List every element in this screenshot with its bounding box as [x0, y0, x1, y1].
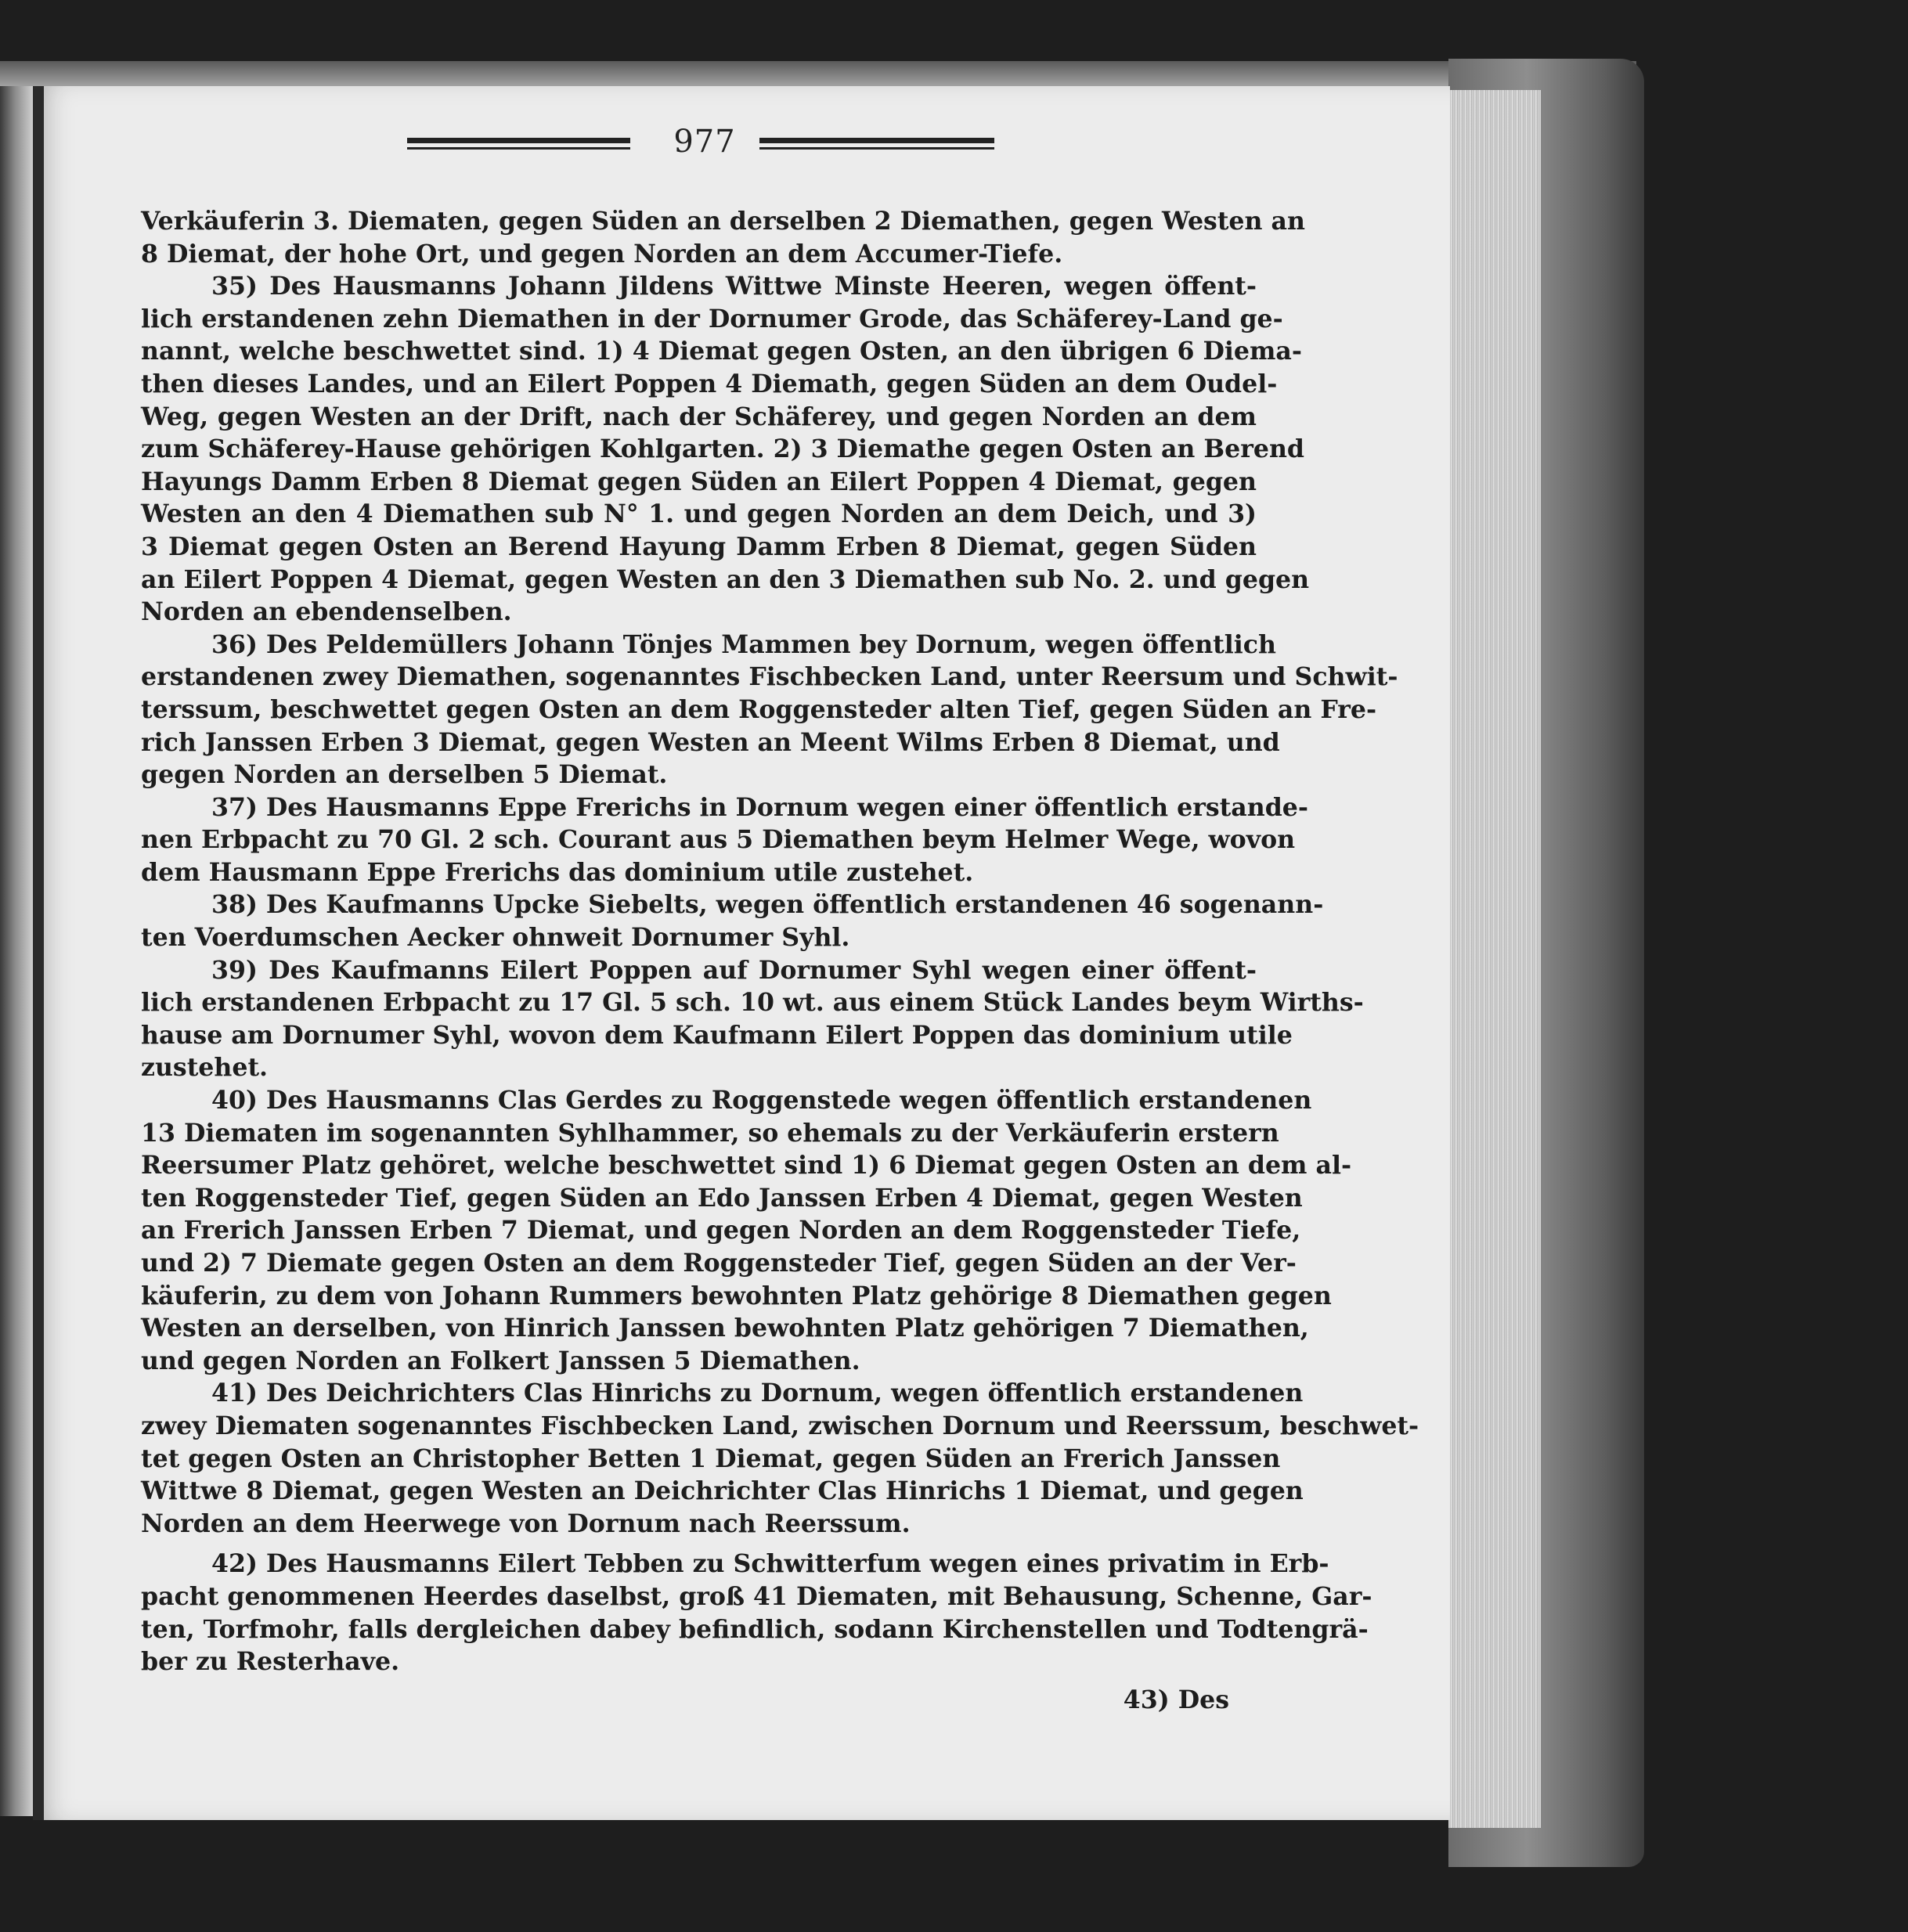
text-line: an Eilert Poppen 4 Diemat, gegen Westen an den 3 Diemathen sub No. 2. und gegen	[141, 564, 1310, 594]
text-line: 35) Des Hausmanns Johann Jildens Wittwe Minste Heeren, wegen öffent-	[211, 272, 1257, 301]
text-line: hause am Dornumer Syhl, wovon dem Kaufmann Eilert Poppen das dominium utile	[141, 1020, 1293, 1050]
text-line: 41) Des Deichrichters Clas Hinrichs zu Dornum, wegen öffentlich erstandenen	[211, 1379, 1304, 1408]
text-line: lich erstandenen zehn Diemathen in der Dornumer Grode, das Schäferey-Land ge-	[141, 304, 1283, 333]
text-line: und gegen Norden an Folkert Janssen 5 Diemathen.	[141, 1346, 860, 1375]
page-header	[407, 124, 1002, 171]
text-line: 39) Des Kaufmanns Eilert Poppen auf Dornumer Syhl wegen einer öffent-	[211, 955, 1257, 985]
text-line: zum Schäferey-Hause gehörigen Kohlgarten. 2) 3 Diemathe gegen Osten an Berend	[141, 434, 1305, 464]
text-line: Norden an dem Heerwege von Dornum nach Reerssum.	[141, 1508, 911, 1538]
text-line: nen Erbpacht zu 70 Gl. 2 sch. Courant aus 5 Diemathen beym Helmer Wege, wovon	[141, 825, 1296, 855]
text-line: Westen an den 4 Diemathen sub N° 1. und gegen Norden an dem Deich, und 3)	[141, 499, 1257, 529]
text-line: 36) Des Peldemüllers Johann Tönjes Mammen bey Dornum, wegen öffentlich	[211, 629, 1276, 659]
text-line: 3 Diemat gegen Osten an Berend Hayung Damm Erben 8 Diemat, gegen Süden	[141, 532, 1257, 561]
text-line: zwey Diematen sogenanntes Fischbecken Land, zwischen Dornum und Reerssum, beschwet-	[141, 1411, 1419, 1440]
text-line: Hayungs Damm Erben 8 Diemat gegen Süden an Eilert Poppen 4 Diemat, gegen	[141, 467, 1257, 496]
page-block-edges	[1448, 90, 1541, 1828]
text-line: lich erstandenen Erbpacht zu 17 Gl. 5 sch. 10 wt. aus einem Stück Landes beym Wirths-	[141, 988, 1364, 1018]
text-line: Verkäuferin 3. Diematen, gegen Süden an derselben 2 Diemathen, gegen Westen an	[141, 207, 1305, 236]
text-line: Westen an derselben, von Hinrich Janssen bewohnten Platz gehörigen 7 Diemathen,	[141, 1314, 1309, 1343]
text-line: und 2) 7 Diemate gegen Osten an dem Roggensteder Tief, gegen Süden an der Ver-	[141, 1249, 1297, 1278]
text-line: 40) Des Hausmanns Clas Gerdes zu Roggenstede wegen öffentlich erstandenen	[211, 1086, 1312, 1116]
text-line: ten Voerdumschen Aecker ohnweit Dornumer Syhl.	[141, 923, 850, 953]
text-line: an Frerich Janssen Erben 7 Diemat, und gegen Norden an dem Roggensteder Tiefe,	[141, 1216, 1301, 1245]
text-line: 8 Diemat, der hohe Ort, und gegen Norden an dem Accumer-Tiefe.	[141, 239, 1063, 269]
text-line: gegen Norden an derselben 5 Diemat.	[141, 760, 668, 790]
text-line: then dieses Landes, und an Eilert Poppen 4 Diemath, gegen Süden an dem Oudel-	[141, 369, 1278, 398]
page-number: 977	[673, 124, 736, 160]
catchword: 43) Des	[1123, 1685, 1229, 1714]
text-line: dem Hausmann Eppe Frerichs das dominium utile zustehet.	[141, 857, 974, 887]
text-line: 13 Diematen im sogenannten Syhlhammer, so ehemals zu der Verkäuferin erstern	[141, 1118, 1279, 1148]
text-line: Weg, gegen Westen an der Drift, nach der Schäferey, und gegen Norden an dem	[141, 402, 1257, 431]
text-line: ten Roggensteder Tief, gegen Süden an Edo Janssen Erben 4 Diemat, gegen Westen	[141, 1183, 1303, 1213]
text-line: 38) Des Kaufmanns Upcke Siebelts, wegen öffentlich erstandenen 46 sogenann-	[211, 890, 1324, 920]
header-rule-left	[407, 138, 630, 155]
text-line: Reersumer Platz gehöret, welche beschwettet sind 1) 6 Diemat gegen Osten an dem al-	[141, 1151, 1352, 1180]
text-line: 42) Des Hausmanns Eilert Tebben zu Schwitterfum wegen eines privatim in Erb-	[211, 1549, 1329, 1579]
text-line: Wittwe 8 Diemat, gegen Westen an Deichrichter Clas Hinrichs 1 Diemat, und gegen	[141, 1476, 1304, 1506]
body-text	[141, 205, 1419, 1678]
text-line: pacht genommenen Heerdes daselbst, groß 41 Diematen, mit Behausung, Schenne, Gar-	[141, 1581, 1372, 1611]
text-line: ten, Torfmohr, falls dergleichen dabey befindlich, sodann Kirchenstellen und Todtengrä-	[141, 1614, 1369, 1644]
facing-page-edge	[0, 86, 33, 1816]
text-line: käuferin, zu dem von Johann Rummers bewohnten Platz gehörige 8 Diemathen gegen	[141, 1281, 1332, 1310]
text-line: zustehet.	[141, 1053, 269, 1083]
text-line: tet gegen Osten an Christopher Betten 1 Diemat, gegen Süden an Frerich Janssen	[141, 1444, 1281, 1473]
text-line: 37) Des Hausmanns Eppe Frerichs in Dornum wegen einer öffentlich erstande-	[211, 792, 1309, 822]
text-line: Norden an ebendenselben.	[141, 597, 512, 627]
header-rule-right	[759, 138, 994, 155]
text-line: ber zu Resterhave.	[141, 1647, 400, 1677]
binding-gutter	[33, 86, 44, 1820]
paragraph-gap	[141, 1540, 1257, 1548]
text-line: nannt, welche beschwettet sind. 1) 4 Diemat gegen Osten, an den übrigen 6 Diema-	[141, 337, 1302, 366]
text-line: terssum, beschwettet gegen Osten an dem Roggensteder alten Tief, gegen Süden an Fre-	[141, 694, 1377, 724]
text-line: erstandenen zwey Diemathen, sogenanntes Fischbecken Land, unter Reersum und Schwit-	[141, 662, 1398, 692]
text-line: rich Janssen Erben 3 Diemat, gegen Westen an Meent Wilms Erben 8 Diemat, und	[141, 727, 1280, 757]
